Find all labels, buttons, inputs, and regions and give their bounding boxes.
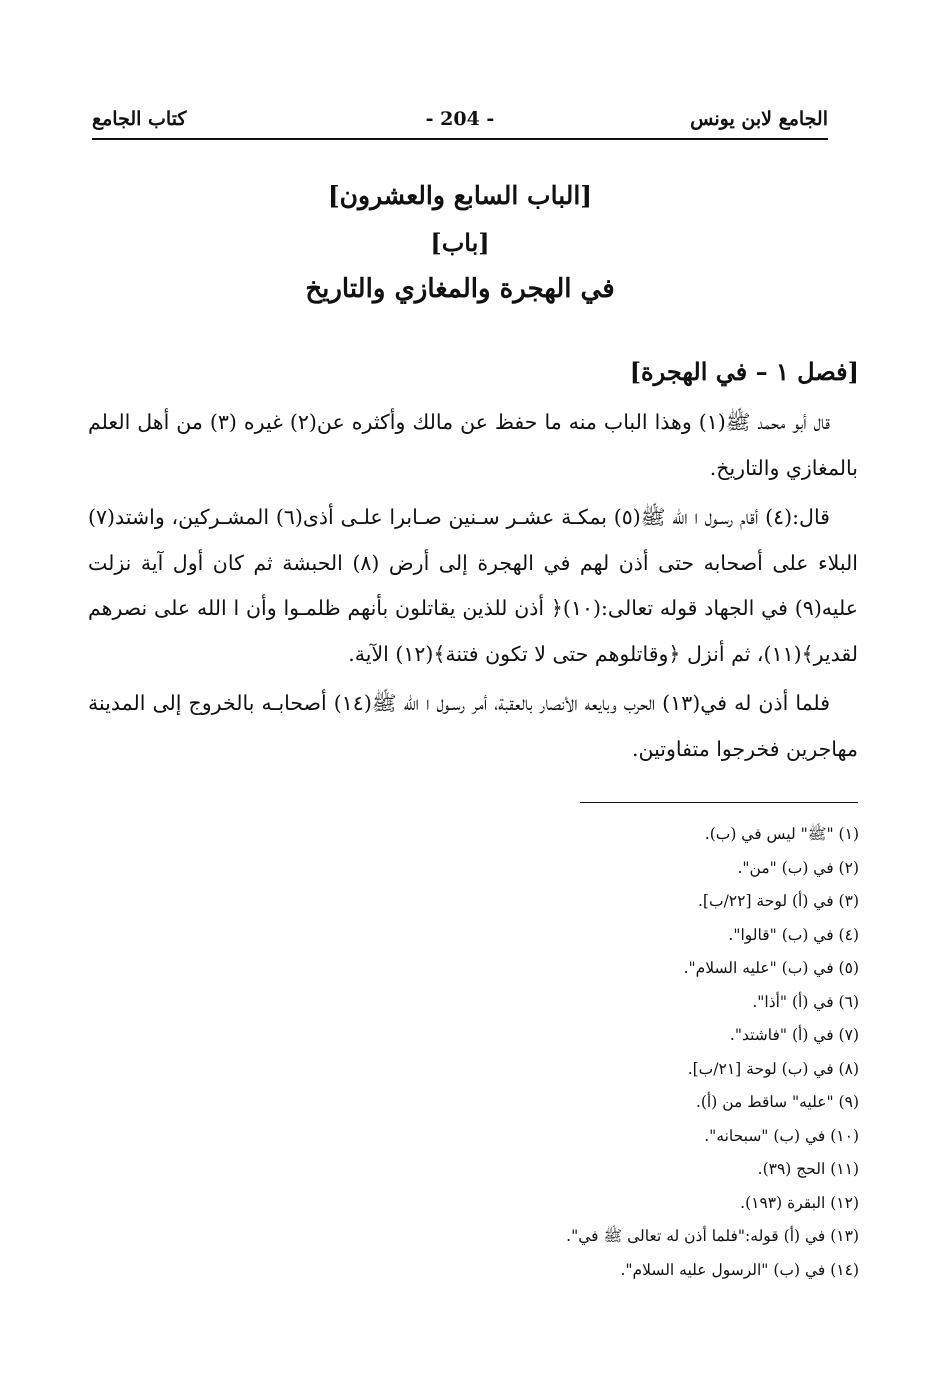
footnote-divider (580, 802, 858, 803)
footnote: (٢) في (ب) "من". (737, 858, 859, 877)
paragraph: قال:(٤) أقام رسـول ا الله ﷺ(٥) بمكـة عشـر سـنين صـابرا علـى أذى(٦) المشـركين، واشتد(٧) البلاء على أصحابه حتى أذن لهم في الهجرة إلى أرض (٨) الحبشة ثم كان أول آية نزلت عليه(٩) في الجهاد قوله تعالى:(١٠)﴿ أذن للذين يقاتلون بأنهم ظلمـوا وأن ا الله على نصرهم لقدير﴾(١١)، ثم أنزل ﴿وقاتلوهم حتى لا تكون فتنة﴾(١٢) الآية. (88, 505, 859, 666)
footnote: (٣) في (أ) لوحة [٢٢/ب]. (698, 892, 859, 910)
running-header (92, 108, 828, 136)
footnote: (٧) في (أ) "فاشتد". (729, 1026, 859, 1044)
chapter-titles (92, 176, 828, 310)
section-heading: [فصل ١ – في الهجرة] (629, 357, 859, 386)
paragraph: قال أبو محمد ﷺ(١) وهذا الباب منه ما حفظ عن مالك وأكثره عن(٢) غيره (٣) من أهل العلم بالمغازي والتاريخ. (88, 410, 858, 480)
footnotes (439, 818, 859, 1287)
header-section-title: كتاب الجامع (92, 108, 187, 130)
header-book-title: الجامع لابن يونس (690, 108, 828, 130)
footnote: (٨) في (ب) لوحة [٢١/ب]. (687, 1059, 859, 1078)
footnote: (٤) في (ب) "قالوا". (728, 925, 859, 944)
footnote: (٩) "عليه" ساقط من (أ). (695, 1093, 859, 1111)
bab-title: [باب] (430, 228, 490, 257)
footnote: (٥) في (ب) "عليه السلام". (683, 959, 859, 977)
header-divider (92, 138, 828, 140)
chapter-title: [الباب السابع والعشرون] (327, 181, 593, 210)
footnote: (١١) الحج (٣٩). (757, 1160, 859, 1178)
chapter-subject: في الهجرة والمغازي والتاريخ (305, 274, 615, 304)
footnote: (١) "ﷺ" ليس في (ب). (704, 825, 859, 843)
footnote: (١٠) في (ب) "سبحانه". (704, 1126, 859, 1145)
footnote: (٦) في (أ) "أذا". (752, 992, 859, 1011)
page-number: - 204 - (425, 108, 495, 130)
footnote: (١٢) البقرة (١٩٣). (740, 1193, 859, 1212)
footnote: (١٣) في (أ) قوله:"فلما أذن له تعالى ﷺ في". (566, 1227, 859, 1245)
footnote: (١٤) في (ب) "الرسول عليه السلام". (620, 1260, 859, 1279)
paragraph: فلما أذن له في(١٣) الحرب وبايعه الأنصار بالعقبة، أمر رسـول ا الله ﷺ(١٤) أصحابـه بالخروج إلى المدينة مهاجرين فخرجوا متفاوتين. (88, 691, 858, 761)
body-text (88, 400, 858, 772)
